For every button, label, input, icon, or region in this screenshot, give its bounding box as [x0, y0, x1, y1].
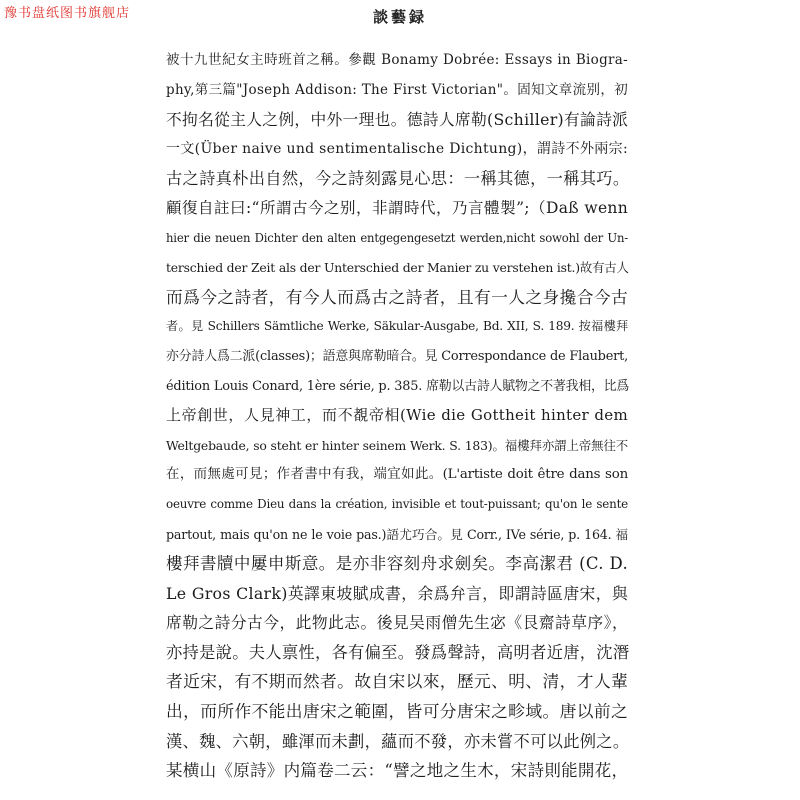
- text-line: 一文(Über naive und sentimentalische Dichtung)，謂詩不外兩宗:: [166, 140, 628, 157]
- text-line: 被十九世紀女主時班首之稱。參觀 Bonamy Dobrée: Essays in Biogra-: [166, 52, 628, 68]
- text-line: hier die neuen Dichter den alten entgegengesetzt werden,nicht sowohl der Un-: [166, 230, 628, 245]
- text-line: 某横山《原詩》内篇卷二云：“譬之地之生木，宋詩則能開花，: [166, 761, 629, 781]
- text-line: édition Louis Conard, 1ère série, p. 385. 席勒以古詩人賦物之不著我相，比爲: [166, 378, 630, 394]
- text-line: Weltgebaude, so steht er hinter seinem Werk. S. 183)。福樓拜亦謂上帝無往不: [166, 437, 628, 453]
- text-line: 亦分詩人爲二派(classes)；語意與席勒暗合。見 Correspondance de Flaubert,: [166, 348, 628, 364]
- text-line: 樓拜書牘中屢申斯意。是亦非容刻舟求劍矣。李高潔君 (C. D.: [166, 554, 628, 574]
- text-line: Le Gros Clark)英譯東坡賦成書，余爲弁言，即謂詩區唐宋，與: [166, 583, 628, 603]
- text-line: 亦持是說。夫人禀性，各有偏至。發爲聲詩，高明者近唐，沈潛: [166, 642, 630, 662]
- text-line: 上帝創世，人見神工，而不覩帝相(Wie die Gottheit hinter dem: [166, 406, 628, 425]
- store-watermark: 豫书盘纸图书旗舰店: [4, 6, 131, 21]
- text-line: 不拘名從主人之例，中外一理也。德詩人席勒(Schiller)有論詩派: [166, 110, 629, 130]
- text-line: 者近宋，有不期而然者。故自宋以來，歷元、明、清，才人輩: [166, 671, 628, 692]
- text-line: terschied der Zeit als der Unterschied der Manier zu verstehen ist.)故有古人: [166, 260, 629, 276]
- text-line: 席勒之詩分古今，此物此志。後見吴雨僧先生宓《艮齋詩草序》，: [166, 613, 628, 633]
- text-line: oeuvre comme Dieu dans la création, invisible et tout-puissant; qu'on le sente: [166, 496, 628, 511]
- text-line: 古之詩真朴出自然，今之詩刻露見心思：一稱其德，一稱其巧。: [166, 169, 630, 189]
- text-line: phy,第三篇"Joseph Addison: The First Victorian"。固知文章流别，初: [166, 81, 628, 98]
- text-line: 而爲今之詩者，有今人而爲古之詩者，且有一人之身攙合今古: [166, 286, 628, 307]
- text-line: 者。見 Schillers Sämtliche Werke, Säkular-Ausgabe, Bd. XII, S. 189. 按福樓拜: [166, 319, 628, 334]
- text-line: 出，而所作不能出唐宋之範圍，皆可分唐宋之畛域。唐以前之: [166, 701, 628, 722]
- text-line: 漢、魏、六朝，雖渾而未劃，蘊而不發，亦未嘗不可以此例之。: [166, 731, 630, 751]
- text-line: partout, mais qu'on ne le voie pas.)語尤巧合。見 Corr., IVe série, p. 164. 福: [166, 526, 628, 542]
- page-body: [166, 46, 628, 786]
- running-head: 談藝録: [372, 8, 427, 26]
- text-line: 在，而無處可見；作者書中有我，端宜如此。(L'artiste doit être dans son: [166, 467, 628, 483]
- text-line: 顧復自註曰:“所謂古今之别，非謂時代，乃言體製”;（Daß wenn: [166, 198, 628, 217]
